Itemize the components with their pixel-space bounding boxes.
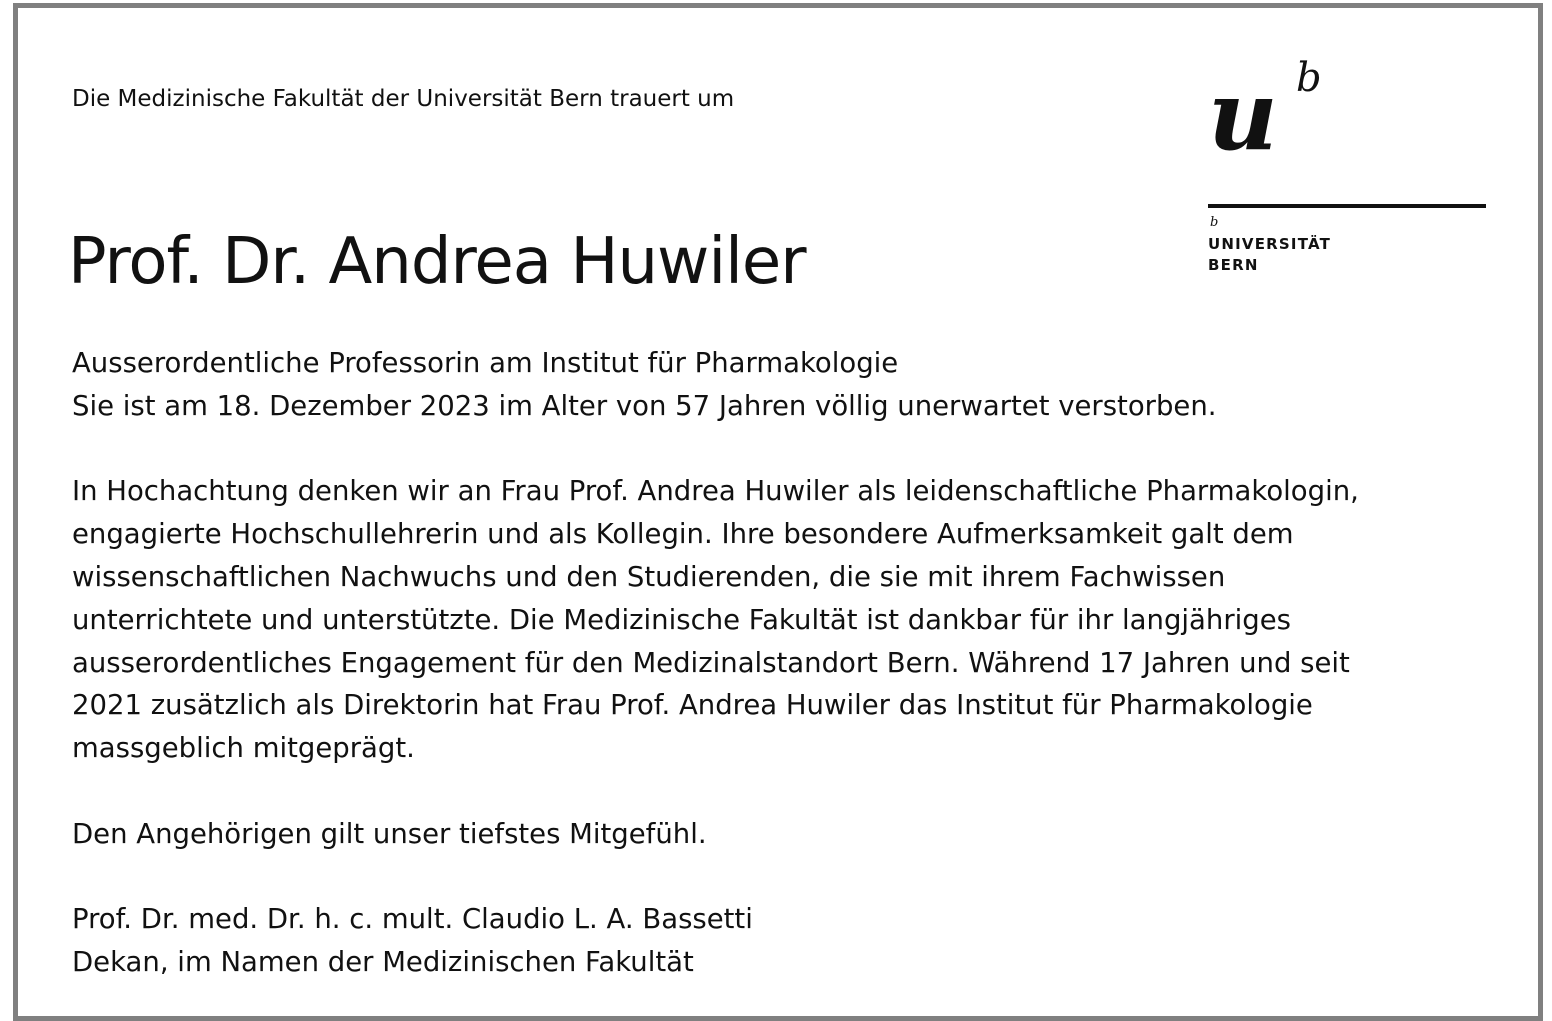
position-line: Ausserordentliche Professorin am Institut für Pharmakologie [72, 347, 899, 379]
paragraph-gap [72, 770, 1482, 813]
signature-block [72, 898, 1482, 984]
tribute-line: 2021 zusätzlich als Direktorin hat Frau Prof. Andrea Huwiler das Institut für Pharmakologie [72, 689, 1313, 722]
logo-line-universitaet: UNIVERSITÄT [1208, 235, 1332, 253]
tribute-line: unterrichtete und unterstützte. Die Medizinische Fakultät ist dankbar für ihr langjähriges [72, 603, 1291, 636]
death-line: Sie ist am 18. Dezember 2023 im Alter von 57 Jahren völlig unerwartet verstorben. [72, 389, 1217, 422]
condolence-line: Den Angehörigen gilt unser tiefstes Mitgefühl. [72, 817, 707, 850]
notice-body [72, 342, 1482, 984]
position-paragraph [72, 342, 1482, 428]
paragraph-gap [72, 856, 1482, 899]
logo-rule [1208, 204, 1486, 208]
logo-line-bern: BERN [1208, 256, 1259, 274]
notice-frame [13, 3, 1543, 1021]
tribute-paragraph [72, 470, 1482, 770]
logo-wordmark [1208, 234, 1331, 276]
university-logo [1208, 55, 1498, 288]
tribute-line: wissenschaftlichen Nachwuchs und den Studierenden, die sie mit ihrem Fachwissen [72, 560, 1226, 593]
logo-small-b: b [1210, 215, 1219, 230]
tribute-line: ausserordentliches Engagement für den Medizinalstandort Bern. Während 17 Jahren und seit [72, 646, 1350, 679]
tribute-line: In Hochachtung denken wir an Frau Prof. Andrea Huwiler als leidenschaftliche Pharmakologin, [72, 475, 1359, 508]
signatory-name: Prof. Dr. med. Dr. h. c. mult. Claudio L. A. Bassetti [72, 903, 753, 936]
paragraph-gap [72, 428, 1482, 471]
logo-letter-b: b [1296, 55, 1322, 101]
tribute-line: engagierte Hochschullehrerin und als Kollegin. Ihre besondere Aufmerksamkeit galt dem [72, 518, 1294, 551]
intro-heading: Die Medizinische Fakultät der Universität Bern trauert um [72, 86, 735, 112]
logo-letter-u: u [1208, 59, 1278, 172]
tribute-line: massgeblich mitgeprägt. [72, 732, 415, 765]
page-title: Prof. Dr. Andrea Huwiler [68, 225, 806, 299]
signatory-role: Dekan, im Namen der Medizinischen Fakultät [72, 946, 694, 979]
